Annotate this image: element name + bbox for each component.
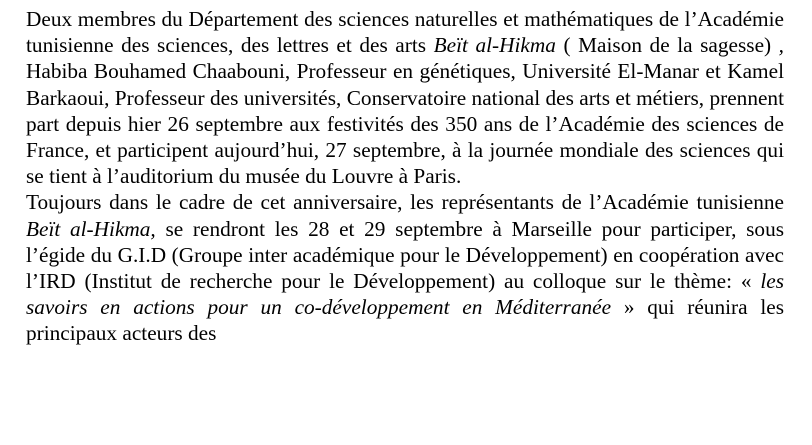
paragraph-2-text: se rendront les 28 et 29 septembre à Marseille pour participer, sous l’égide du G.I.D (Groupe inter académique pour le Développement) en coopération avec l’IRD (Institut de recherche pour le Développement) au colloque sur le thème: « [26, 216, 785, 294]
paragraph-2-colloquium-theme: les savoirs en actions pour un co-développement en Méditerranée [26, 269, 784, 320]
paragraph-1-text: Deux membres du Département des sciences naturelles et mathématiques de l’Académie tunisienne des sciences, des lettres et des arts [26, 7, 784, 58]
paragraph-2-text: Toujours dans le cadre de cet anniversaire, les représentants de l’Académie tunisienne [26, 190, 784, 215]
document-body [26, 6, 784, 347]
paragraph-1-name-beit-al-hikma: Beït al-Hikma [433, 33, 556, 58]
paragraph-1 [26, 6, 784, 189]
paragraph-1-text: ( Maison de la sagesse) [555, 33, 772, 58]
paragraph-2-text: » qui réunira les principaux acteurs des [26, 295, 785, 346]
paragraph-1-text: Habiba Bouhamed Chaabouni, Professeur en génétiques, Université El-Manar et Kamel Barkaoui, Professeur des universités, Conservatoire national des arts et métiers, prennent part depuis hier 26 septembre aux festivités des 350 ans de l’Académie des sciences de France, et participent aujourd’hui, 27 septembre, à la journée mondiale des sciences qui se tient à l’auditorium du musée du Louvre à Paris. [26, 59, 784, 189]
paragraph-2 [26, 189, 784, 346]
paragraph-1-comma: , [771, 33, 784, 58]
paragraph-2-name-beit-al-hikma: Beït al-Hikma, [26, 216, 156, 241]
